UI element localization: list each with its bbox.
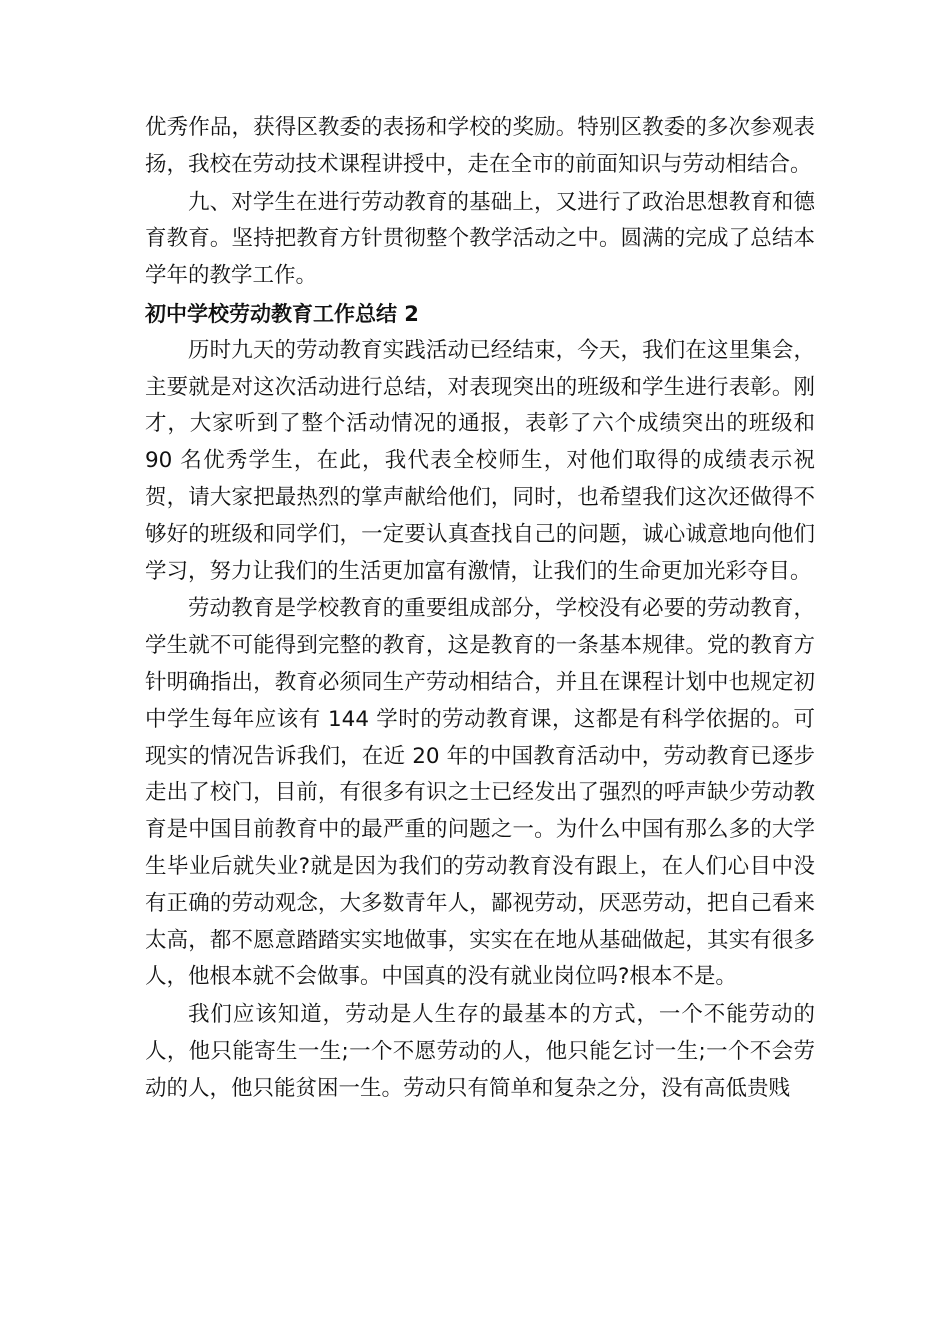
paragraph-continuation: 优秀作品，获得区教委的表扬和学校的奖励。特别区教委的多次参观表扬，我校在劳动技术课程讲授中，走在全市的前面知识与劳动相结合。	[145, 115, 815, 177]
paragraph-labor-education: 劳动教育是学校教育的重要组成部分，学校没有必要的劳动教育，学生就不可能得到完整的教育，这是教育的一条基本规律。党的教育方针明确指出，教育必须同生产劳动相结合，并且在课程计划中也规定初中学生每年应该有 144 学时的劳动教育课，这都是有科学依据的。可现实的情况告诉我们，在近 20 年的中国教育活动中，劳动教育已逐步走出了校门，目前，有很多有识之士已经发出了强烈的呼声缺少劳动教育是中国目前教育中的最严重的问题之一。为什么中国有那么多的大学生毕业后就失业?就是因为我们的劳动教育没有跟上，在人们心目中没有正确的劳动观念，大多数青年人，鄙视劳动，厌恶劳动，把自己看来太高，都不愿意踏踏实实地做事，实实在在地从基础做起，其实有很多人，他根本就不会做事。中国真的没有就业岗位吗?根本不是。	[145, 596, 815, 990]
paragraph-labor-meaning: 我们应该知道，劳动是人生存的最基本的方式，一个不能劳动的人，他只能寄生一生;一个不愿劳动的人，他只能乞讨一生;一个不会劳动的人，他只能贫困一生。劳动只有简单和复杂之分，没有高低贵贱	[145, 1002, 815, 1101]
document-body	[145, 110, 815, 1109]
section-heading: 初中学校劳动教育工作总结 2	[145, 301, 419, 326]
paragraph-activity-summary: 历时九天的劳动教育实践活动已经结束，今天，我们在这里集会，主要就是对这次活动进行总结，对表现突出的班级和学生进行表彰。刚才，大家听到了整个活动情况的通报，表彰了六个成绩突出的班级和 90 名优秀学生，在此，我代表全校师生，对他们取得的成绩表示祝贺，请大家把最热烈的掌声献给他们，同时，也希望我们这次还做得不够好的班级和同学们，一定要认真查找自己的问题，诚心诚意地向他们学习，努力让我们的生活更加富有激情，让我们的生命更加光彩夺目。	[145, 337, 815, 584]
paragraph-item-nine: 九、对学生在进行劳动教育的基础上，又进行了政治思想教育和德育教育。坚持把教育方针贯彻整个教学活动之中。圆满的完成了总结本学年的教学工作。	[145, 189, 815, 289]
